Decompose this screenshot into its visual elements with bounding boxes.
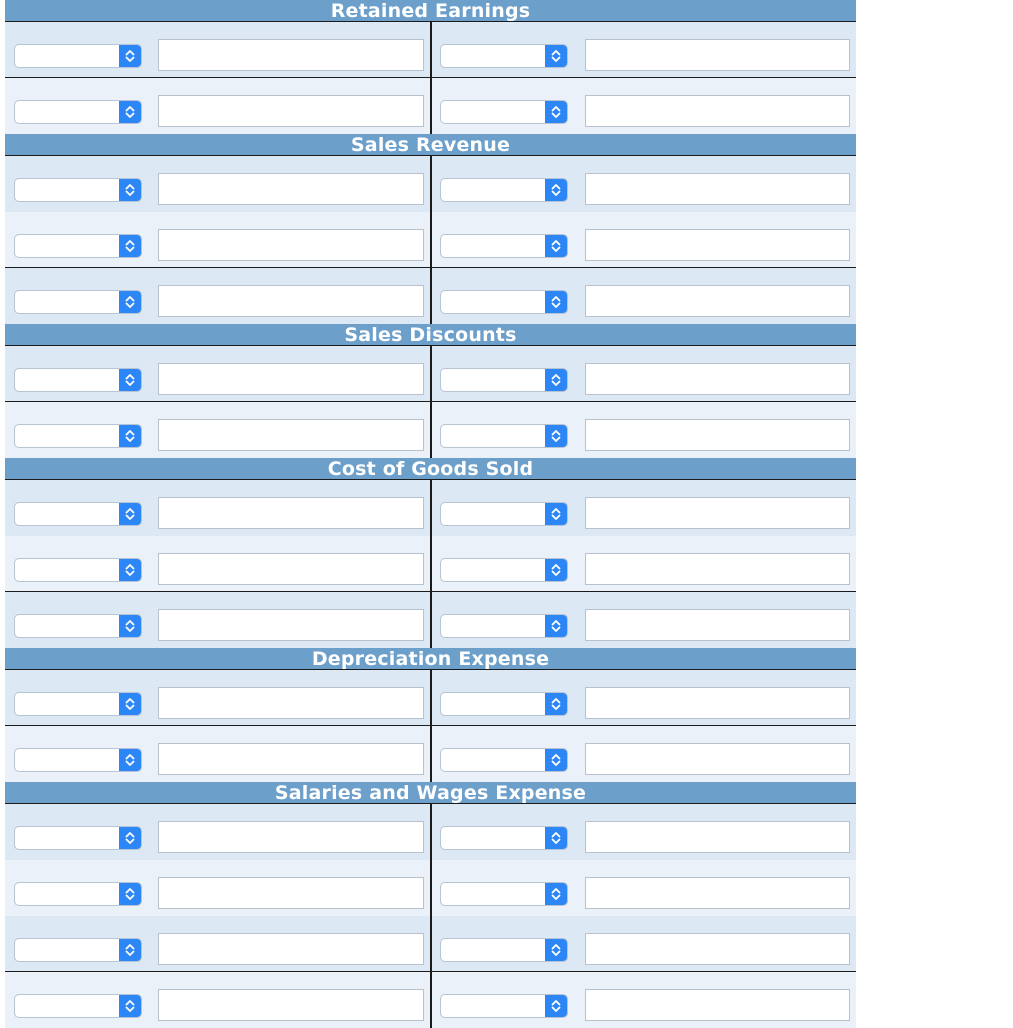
left-amount-input[interactable] bbox=[158, 743, 424, 775]
chevron-up-down-icon[interactable] bbox=[545, 45, 567, 67]
right-account-select[interactable] bbox=[440, 44, 568, 68]
chevron-up-down-icon[interactable] bbox=[119, 559, 141, 581]
right-account-select[interactable] bbox=[440, 558, 568, 582]
left-amount-input[interactable] bbox=[158, 419, 424, 451]
t-account bbox=[5, 458, 856, 648]
chevron-up-down-icon[interactable] bbox=[119, 425, 141, 447]
chevron-up-down-icon[interactable] bbox=[119, 995, 141, 1017]
t-account bbox=[5, 324, 856, 458]
chevron-up-down-icon[interactable] bbox=[545, 615, 567, 637]
t-divider bbox=[430, 804, 432, 1028]
left-amount-input[interactable] bbox=[158, 173, 424, 205]
chevron-up-down-icon[interactable] bbox=[545, 939, 567, 961]
left-account-select[interactable] bbox=[14, 290, 142, 314]
right-amount-input[interactable] bbox=[585, 821, 850, 853]
right-amount-input[interactable] bbox=[585, 173, 850, 205]
chevron-up-down-icon[interactable] bbox=[119, 939, 141, 961]
left-account-select[interactable] bbox=[14, 368, 142, 392]
left-account-select[interactable] bbox=[14, 826, 142, 850]
chevron-up-down-icon[interactable] bbox=[545, 179, 567, 201]
right-amount-input[interactable] bbox=[585, 95, 850, 127]
account-title: Cost of Goods Sold bbox=[5, 458, 856, 480]
chevron-up-down-icon[interactable] bbox=[119, 883, 141, 905]
right-amount-input[interactable] bbox=[585, 933, 850, 965]
right-amount-input[interactable] bbox=[585, 687, 850, 719]
right-amount-input[interactable] bbox=[585, 553, 850, 585]
right-amount-input[interactable] bbox=[585, 877, 850, 909]
left-amount-input[interactable] bbox=[158, 39, 424, 71]
right-amount-input[interactable] bbox=[585, 609, 850, 641]
left-account-select[interactable] bbox=[14, 424, 142, 448]
chevron-up-down-icon[interactable] bbox=[545, 749, 567, 771]
right-account-select[interactable] bbox=[440, 424, 568, 448]
chevron-up-down-icon[interactable] bbox=[545, 883, 567, 905]
right-account-select[interactable] bbox=[440, 614, 568, 638]
left-amount-input[interactable] bbox=[158, 553, 424, 585]
left-account-select[interactable] bbox=[14, 234, 142, 258]
right-account-select[interactable] bbox=[440, 748, 568, 772]
t-account bbox=[5, 0, 856, 134]
chevron-up-down-icon[interactable] bbox=[119, 827, 141, 849]
right-amount-input[interactable] bbox=[585, 989, 850, 1021]
right-amount-input[interactable] bbox=[585, 419, 850, 451]
chevron-up-down-icon[interactable] bbox=[545, 101, 567, 123]
chevron-up-down-icon[interactable] bbox=[119, 179, 141, 201]
left-amount-input[interactable] bbox=[158, 609, 424, 641]
account-title: Sales Discounts bbox=[5, 324, 856, 346]
chevron-up-down-icon[interactable] bbox=[119, 503, 141, 525]
left-amount-input[interactable] bbox=[158, 497, 424, 529]
left-amount-input[interactable] bbox=[158, 229, 424, 261]
chevron-up-down-icon[interactable] bbox=[119, 291, 141, 313]
right-account-select[interactable] bbox=[440, 882, 568, 906]
t-account bbox=[5, 782, 856, 1028]
left-account-select[interactable] bbox=[14, 882, 142, 906]
t-divider bbox=[430, 480, 432, 648]
left-amount-input[interactable] bbox=[158, 95, 424, 127]
account-title: Depreciation Expense bbox=[5, 648, 856, 670]
left-amount-input[interactable] bbox=[158, 687, 424, 719]
t-accounts bbox=[5, 0, 856, 1028]
t-account bbox=[5, 134, 856, 324]
left-account-select[interactable] bbox=[14, 938, 142, 962]
right-account-select[interactable] bbox=[440, 178, 568, 202]
chevron-up-down-icon[interactable] bbox=[119, 235, 141, 257]
right-account-select[interactable] bbox=[440, 938, 568, 962]
chevron-up-down-icon[interactable] bbox=[119, 615, 141, 637]
chevron-up-down-icon[interactable] bbox=[545, 827, 567, 849]
right-account-select[interactable] bbox=[440, 234, 568, 258]
chevron-up-down-icon[interactable] bbox=[119, 45, 141, 67]
chevron-up-down-icon[interactable] bbox=[545, 425, 567, 447]
left-account-select[interactable] bbox=[14, 100, 142, 124]
left-amount-input[interactable] bbox=[158, 933, 424, 965]
left-account-select[interactable] bbox=[14, 502, 142, 526]
chevron-up-down-icon[interactable] bbox=[545, 995, 567, 1017]
left-amount-input[interactable] bbox=[158, 363, 424, 395]
chevron-up-down-icon[interactable] bbox=[545, 369, 567, 391]
left-account-select[interactable] bbox=[14, 44, 142, 68]
left-account-select[interactable] bbox=[14, 994, 142, 1018]
left-account-select[interactable] bbox=[14, 558, 142, 582]
account-title: Salaries and Wages Expense bbox=[5, 782, 856, 804]
left-amount-input[interactable] bbox=[158, 285, 424, 317]
chevron-up-down-icon[interactable] bbox=[119, 693, 141, 715]
chevron-up-down-icon[interactable] bbox=[545, 503, 567, 525]
chevron-up-down-icon[interactable] bbox=[545, 235, 567, 257]
left-amount-input[interactable] bbox=[158, 821, 424, 853]
left-amount-input[interactable] bbox=[158, 989, 424, 1021]
right-amount-input[interactable] bbox=[585, 39, 850, 71]
right-account-select[interactable] bbox=[440, 502, 568, 526]
right-account-select[interactable] bbox=[440, 100, 568, 124]
t-divider bbox=[430, 156, 432, 324]
left-account-select[interactable] bbox=[14, 692, 142, 716]
right-amount-input[interactable] bbox=[585, 229, 850, 261]
account-title: Sales Revenue bbox=[5, 134, 856, 156]
t-divider bbox=[430, 346, 432, 458]
right-account-select[interactable] bbox=[440, 368, 568, 392]
chevron-up-down-icon[interactable] bbox=[119, 101, 141, 123]
right-account-select[interactable] bbox=[440, 692, 568, 716]
chevron-up-down-icon[interactable] bbox=[119, 369, 141, 391]
left-account-select[interactable] bbox=[14, 748, 142, 772]
left-account-select[interactable] bbox=[14, 178, 142, 202]
chevron-up-down-icon[interactable] bbox=[545, 559, 567, 581]
chevron-up-down-icon[interactable] bbox=[545, 693, 567, 715]
t-divider bbox=[430, 22, 432, 134]
right-amount-input[interactable] bbox=[585, 363, 850, 395]
left-amount-input[interactable] bbox=[158, 877, 424, 909]
right-amount-input[interactable] bbox=[585, 285, 850, 317]
left-account-select[interactable] bbox=[14, 614, 142, 638]
right-amount-input[interactable] bbox=[585, 743, 850, 775]
chevron-up-down-icon[interactable] bbox=[545, 291, 567, 313]
right-account-select[interactable] bbox=[440, 826, 568, 850]
t-divider bbox=[430, 670, 432, 782]
account-title: Retained Earnings bbox=[5, 0, 856, 22]
chevron-up-down-icon[interactable] bbox=[119, 749, 141, 771]
right-amount-input[interactable] bbox=[585, 497, 850, 529]
right-account-select[interactable] bbox=[440, 290, 568, 314]
t-account bbox=[5, 648, 856, 782]
right-account-select[interactable] bbox=[440, 994, 568, 1018]
